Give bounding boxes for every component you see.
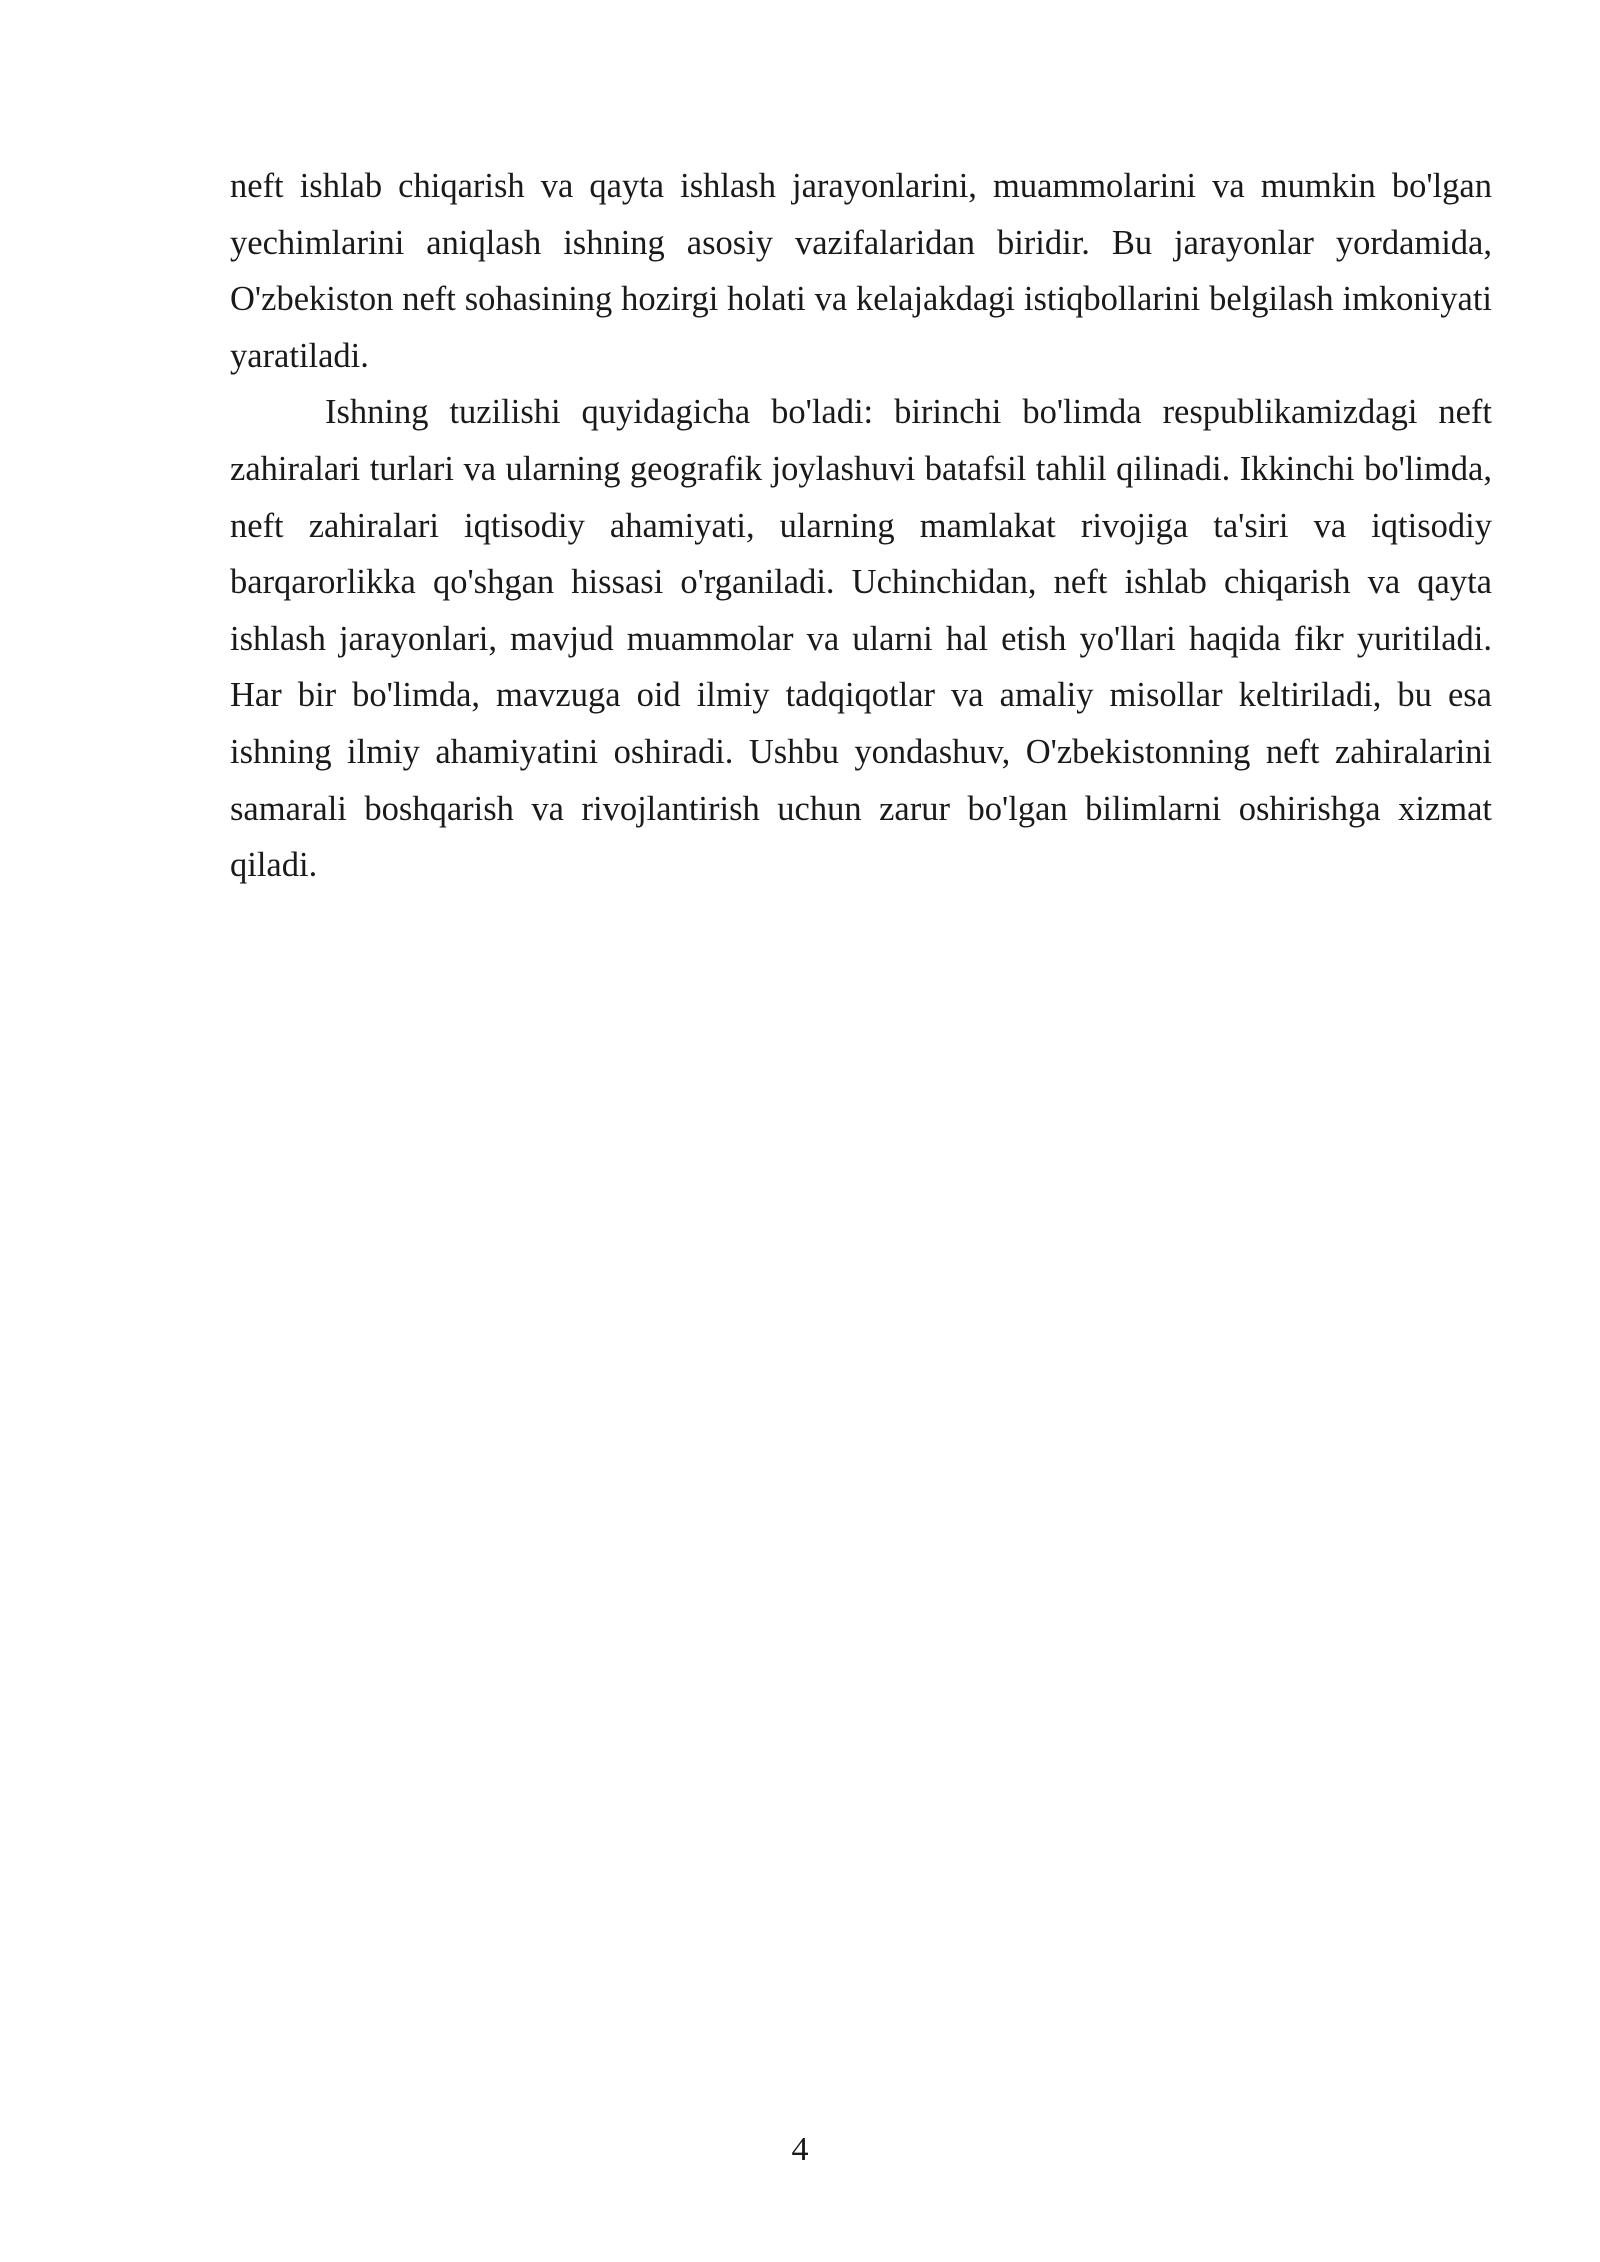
paragraph-structure: Ishning tuzilishi quyidagicha bo'ladi: birinchi bo'limda respublikamizdagi neft zahiralari turlari va ularning geografik joylashuvi batafsil tahlil qilinadi. Ikkinchi bo'limda, neft zahiralari iqtisodiy ahamiyati, ularning mamlakat rivojiga ta'siri va iqtisodiy barqarorlikka qo'shgan hissasi o'rganiladi. Uchinchidan, neft ishlab chiqarish va qayta ishlash jarayonlari, mavjud muammolar va ularni hal etish yo'llari haqida fikr yuritiladi. Har bir bo'limda, mavzuga oid ilmiy tadqiqotlar va amaliy misollar keltiriladi, bu esa ishning ilmiy ahamiyatini oshiradi. Ushbu yondashuv, O'zbekistonning neft zahiralarini samarali boshqarish va rivojlantirish uchun zarur bo'lgan bilimlarni oshirishga xizmat qiladi. (230, 393, 1492, 885)
page-number: 4 (791, 2131, 809, 2168)
body-text (230, 158, 1492, 894)
paragraph-continuation: neft ishlab chiqarish va qayta ishlash jarayonlarini, muammolarini va mumkin bo'lgan yechimlarini aniqlash ishning asosiy vazifalaridan biridir. Bu jarayonlar yordamida, O'zbekiston neft sohasining hozirgi holati va kelajakdagi istiqbollarini belgilash imkoniyati yaratiladi. (230, 167, 1492, 375)
